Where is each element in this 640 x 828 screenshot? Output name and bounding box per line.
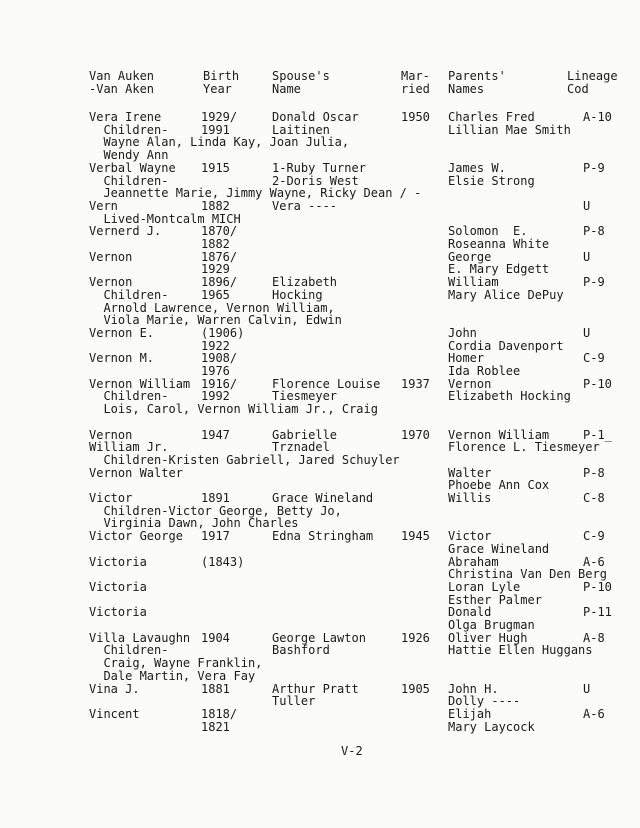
cell-name: Lois, Carol, Vernon William Jr., Craig	[89, 402, 378, 417]
cell-parents: Elijah	[448, 706, 492, 721]
cell-year: 1965	[201, 287, 230, 302]
cell-lineage: P-11	[583, 605, 612, 620]
cell-parents: Grace Wineland	[448, 541, 550, 556]
cell-lineage: A-8	[583, 630, 605, 645]
header-c6-line2: Cod	[567, 82, 589, 96]
cell-married: 1945	[401, 529, 430, 544]
cell-lineage: C-9	[583, 351, 605, 366]
cell-name: Vincent	[89, 706, 140, 721]
cell-lineage: U	[583, 249, 591, 264]
cell-parents: Solomon E.	[448, 224, 528, 239]
cell-name: Children-Victor George, Betty Jo,	[89, 503, 342, 518]
cell-lineage: P-10	[583, 376, 612, 391]
cell-parents: Donald	[448, 605, 492, 620]
cell-name: Vernon Walter	[89, 465, 183, 480]
cell-married: 1970	[401, 427, 430, 442]
cell-name: Vernerd J.	[89, 224, 162, 239]
header-c3-line1: Spouse's	[272, 69, 330, 83]
cell-spouse: Arthur Pratt	[272, 681, 359, 696]
cell-spouse: Florence Louise	[272, 376, 381, 391]
cell-year: (1843)	[201, 554, 245, 569]
cell-name: Children-	[89, 173, 169, 188]
cell-married: 1905	[401, 681, 430, 696]
cell-year: 1917	[201, 529, 230, 544]
cell-parents: Esther Palmer	[448, 592, 542, 607]
cell-parents: John H.	[448, 681, 499, 696]
cell-year: 1947	[201, 427, 230, 442]
cell-name: Victoria	[89, 554, 147, 569]
cell-lineage: A-10	[583, 110, 612, 124]
cell-year: 1818/	[201, 706, 238, 721]
cell-parents: Homer	[448, 351, 485, 366]
header-c4-line1: Mar-	[401, 69, 430, 83]
cell-name: Wayne Alan, Linda Kay, Joan Julia,	[89, 135, 350, 150]
cell-parents: Vernon William	[448, 427, 550, 442]
cell-name: Vernon	[89, 427, 133, 442]
cell-year: 1916/	[201, 376, 238, 391]
cell-spouse: George Lawton	[272, 630, 366, 645]
cell-parents: Florence L. Tiesmeyer	[448, 440, 600, 455]
cell-parents: Abraham	[448, 554, 499, 569]
cell-name: Vernon E.	[89, 325, 155, 340]
cell-year: 1929/	[201, 110, 238, 124]
cell-parents: Phoebe Ann Cox	[448, 478, 550, 493]
cell-name: Vina J.	[89, 681, 140, 696]
cell-spouse: Vera ----	[272, 198, 338, 213]
cell-married: 1926	[401, 630, 430, 645]
cell-spouse: Tuller	[272, 694, 316, 709]
cell-parents: Dolly ----	[448, 694, 521, 709]
cell-lineage: C-8	[583, 491, 605, 505]
cell-parents: Vernon	[448, 376, 492, 391]
cell-name: Vernon	[89, 249, 133, 264]
cell-year: 1882	[201, 198, 230, 213]
cell-year: 1882	[201, 237, 230, 251]
cell-lineage: U	[583, 198, 591, 213]
cell-spouse: Trznadel	[272, 440, 330, 455]
cell-parents: George	[448, 249, 492, 264]
cell-parents: Elizabeth Hocking	[448, 389, 571, 404]
cell-year: 1908/	[201, 351, 238, 366]
cell-parents: Ida Roblee	[448, 364, 521, 378]
cell-name: Children-	[89, 643, 169, 658]
cell-name: Wendy Ann	[89, 148, 169, 163]
cell-spouse: Grace Wineland	[272, 491, 374, 505]
header-c1-line1: Van Auken	[89, 69, 155, 83]
cell-parents: Olga Brugman	[448, 618, 535, 632]
cell-name: Lived-Montcalm MICH	[89, 211, 241, 226]
cell-parents: Oliver Hugh	[448, 630, 528, 645]
cell-parents: John	[448, 325, 477, 340]
cell-name: Arnold Lawrence, Vernon William,	[89, 300, 335, 315]
header-c4-line2: ried	[401, 82, 430, 96]
cell-lineage: A-6	[583, 706, 605, 721]
cell-name: Vernon	[89, 275, 133, 290]
cell-name: Vernon M.	[89, 351, 155, 366]
cell-parents: Lillian Mae Smith	[448, 122, 571, 137]
cell-parents: Hattie Ellen Huggans	[448, 643, 593, 658]
cell-name: Children-Kristen Gabriell, Jared Schuyler	[89, 452, 400, 467]
header-c2-line1: Birth	[203, 69, 240, 83]
cell-name: William Jr.	[89, 440, 169, 455]
cell-name: Vern	[89, 198, 118, 213]
cell-year: 1891	[201, 491, 230, 505]
cell-name: Viola Marie, Warren Calvin, Edwin	[89, 313, 342, 328]
header-c5-line1: Parents'	[448, 69, 506, 83]
cell-parents: E. Mary Edgett	[448, 262, 550, 277]
cell-lineage: P-10	[583, 579, 612, 594]
cell-parents: Mary Alice DePuy	[448, 287, 564, 302]
cell-name: Virginia Dawn, John Charles	[89, 516, 299, 531]
cell-parents: William	[448, 275, 499, 290]
cell-name: Verbal Wayne	[89, 160, 176, 175]
cell-year: (1906)	[201, 325, 245, 340]
cell-name: Children-	[89, 122, 169, 137]
cell-parents: Victor	[448, 529, 492, 544]
cell-lineage: C-9	[583, 529, 605, 544]
cell-spouse: Gabrielle	[272, 427, 338, 442]
cell-lineage: P-8	[583, 465, 605, 480]
cell-lineage: P-9	[583, 275, 605, 290]
cell-spouse: 2-Doris West	[272, 173, 359, 188]
cell-married: 1937	[401, 376, 430, 391]
cell-lineage: A-6	[583, 554, 605, 569]
header-c6-line1: Lineage	[567, 69, 618, 83]
cell-parents: Cordia Davenport	[448, 338, 564, 353]
cell-parents: Roseanna White	[448, 237, 550, 251]
cell-name: Vera Irene	[89, 110, 162, 124]
cell-year: 1929	[201, 262, 230, 277]
cell-name: Victor George	[89, 529, 183, 544]
cell-name: Dale Martin, Vera Fay	[89, 668, 256, 683]
cell-name: Victoria	[89, 605, 147, 620]
header-c2-line2: Year	[203, 82, 232, 96]
cell-spouse: Tiesmeyer	[272, 389, 338, 404]
cell-parents: Elsie Strong	[448, 173, 535, 188]
cell-parents: Mary Laycock	[448, 719, 535, 734]
cell-name: Jeannette Marie, Jimmy Wayne, Ricky Dean / -	[89, 186, 422, 201]
cell-name: Vernon William	[89, 376, 191, 391]
cell-parents: Loran Lyle	[448, 579, 521, 594]
cell-parents: Willis	[448, 491, 492, 505]
cell-spouse: Elizabeth	[272, 275, 338, 290]
cell-parents: James W.	[448, 160, 506, 175]
cell-married: 1950	[401, 110, 430, 124]
header-c3-line2: Name	[272, 82, 301, 96]
cell-name: Victoria	[89, 579, 147, 594]
cell-spouse: Laitinen	[272, 122, 330, 137]
cell-year: 1870/	[201, 224, 238, 239]
cell-year: 1922	[201, 338, 230, 353]
cell-parents: Christina Van Den Berg	[448, 567, 607, 582]
cell-year: 1821	[201, 719, 230, 734]
cell-name: Villa Lavaughn	[89, 630, 191, 645]
cell-name: Children-	[89, 389, 169, 404]
cell-lineage: U	[583, 681, 591, 696]
cell-year: 1876/	[201, 249, 238, 264]
cell-name: Victor	[89, 491, 133, 505]
cell-spouse: Donald Oscar	[272, 110, 359, 124]
cell-parents: Walter	[448, 465, 492, 480]
cell-spouse: Edna Stringham	[272, 529, 374, 544]
cell-year: 1991	[201, 122, 230, 137]
cell-year: 1904	[201, 630, 230, 645]
cell-lineage: P-1_	[583, 427, 612, 442]
cell-name: Children-	[89, 287, 169, 302]
cell-year: 1992	[201, 389, 230, 404]
cell-year: 1915	[201, 160, 230, 175]
cell-spouse: Hocking	[272, 287, 323, 302]
cell-lineage: P-9	[583, 160, 605, 175]
cell-year: 1976	[201, 364, 230, 378]
page-number: V-2	[341, 744, 363, 758]
header-c5-line2: Names	[448, 82, 485, 96]
cell-spouse: Bashford	[272, 643, 330, 658]
cell-lineage: U	[583, 325, 591, 340]
cell-spouse: 1-Ruby Turner	[272, 160, 366, 175]
cell-year: 1896/	[201, 275, 238, 290]
cell-parents: Charles Fred	[448, 110, 535, 124]
cell-name: Craig, Wayne Franklin,	[89, 656, 263, 671]
cell-year: 1881	[201, 681, 230, 696]
cell-lineage: P-8	[583, 224, 605, 239]
header-c1-line2: -Van Aken	[89, 82, 155, 96]
